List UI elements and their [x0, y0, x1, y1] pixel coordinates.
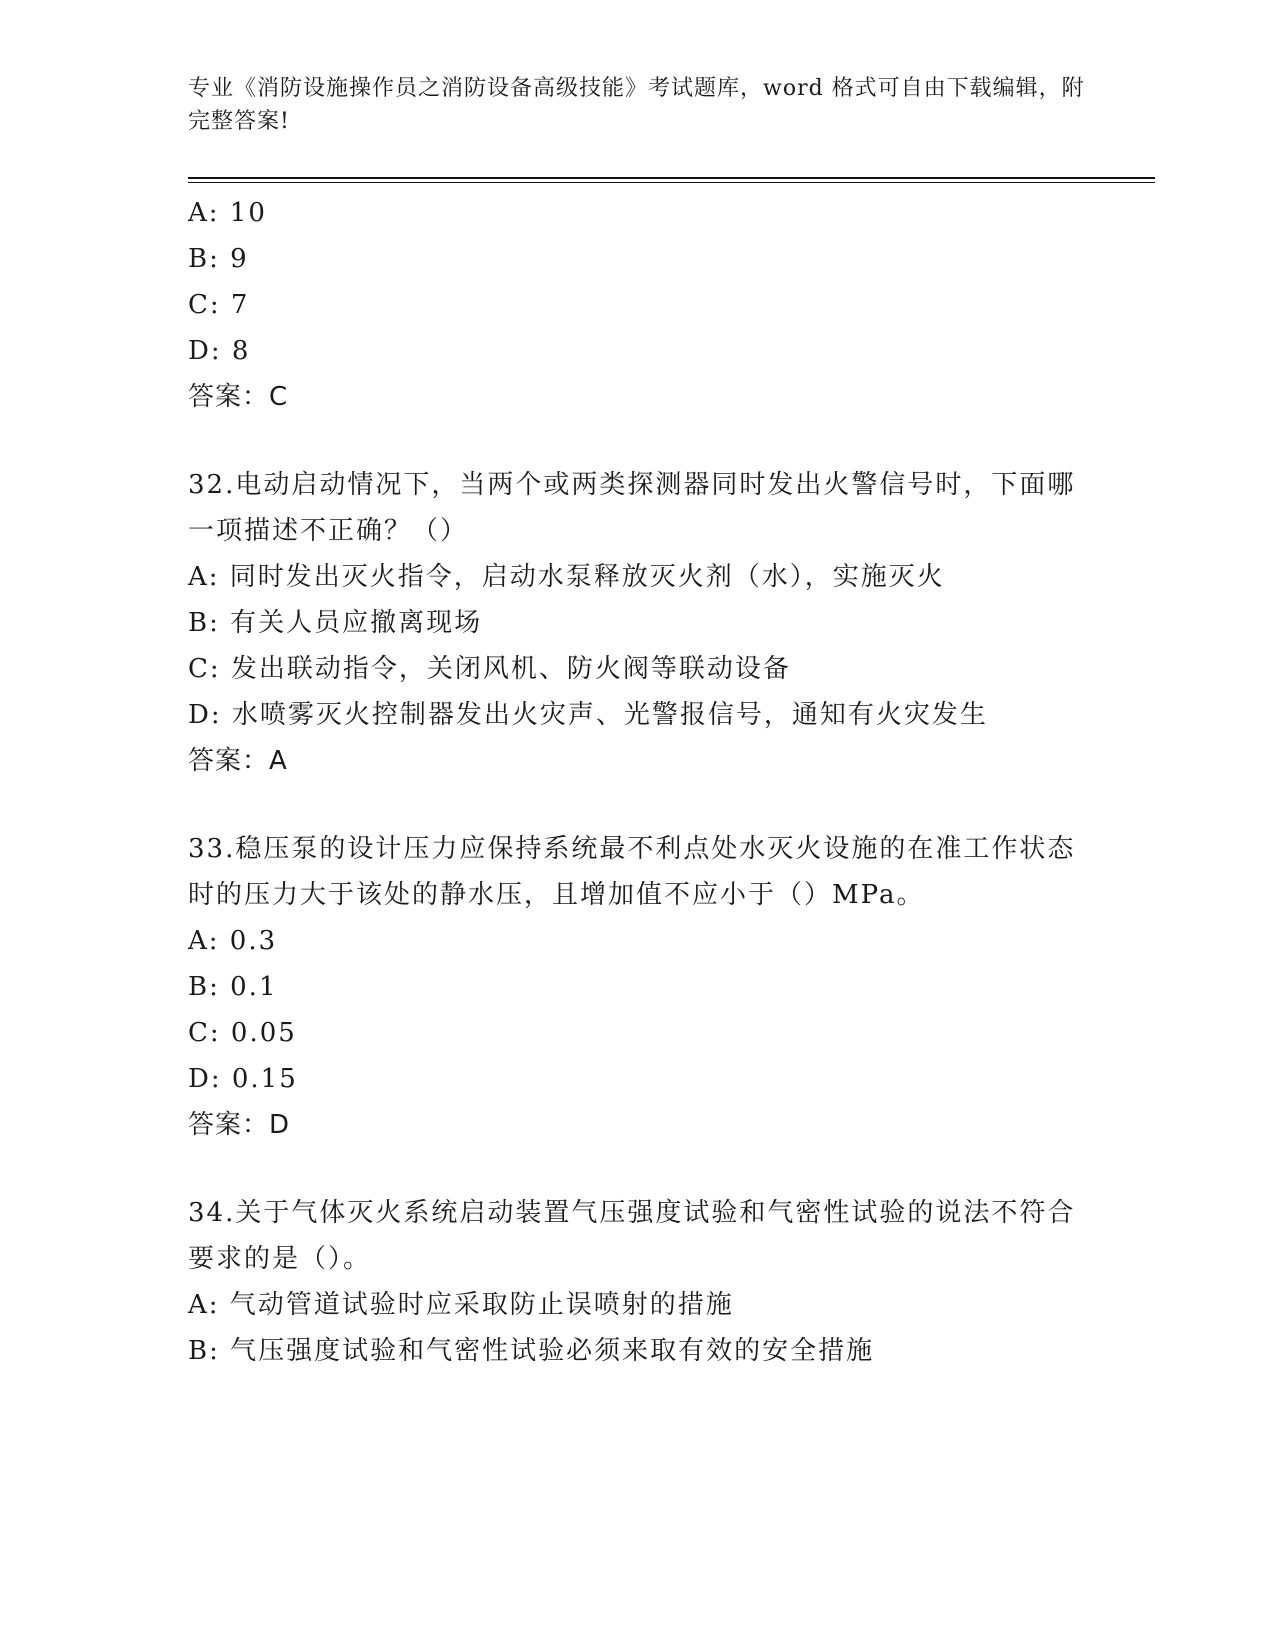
option-a: A: 同时发出灭火指令，启动水泵释放灭火剂（水），实施灭火 [188, 562, 945, 592]
answer: 答案：A [188, 746, 288, 776]
question-33 [188, 826, 1088, 1148]
answer: 答案：C [188, 382, 289, 412]
document-header: 专业《消防设施操作员之消防设备高级技能》考试题库，word 格式可自由下载编辑，附完整答案! [188, 76, 1085, 134]
option-c: C: 7 [188, 290, 250, 320]
header-divider-thin [188, 182, 1155, 183]
option-b: B: 9 [188, 244, 249, 274]
option-a: A: 0.3 [188, 926, 278, 956]
option-d: D: 8 [188, 336, 251, 366]
option-d: D: 0.15 [188, 1064, 298, 1094]
question-content [188, 190, 1088, 1374]
answer: 答案：D [188, 1110, 291, 1140]
question-31 [188, 190, 1088, 420]
header-divider-thick [188, 177, 1155, 179]
question-32 [188, 462, 1088, 784]
option-b: B: 气压强度试验和气密性试验必须来取有效的安全措施 [188, 1336, 875, 1366]
option-a: A: 10 [188, 198, 267, 228]
question-stem: 33.稳压泵的设计压力应保持系统最不利点处水灭火设施的在准工作状态时的压力大于该处的静水压，且增加值不应小于（）MPa。 [188, 834, 1076, 910]
option-b: B: 0.1 [188, 972, 278, 1002]
question-34 [188, 1190, 1088, 1374]
option-a: A: 气动管道试验时应采取防止误喷射的措施 [188, 1290, 734, 1320]
question-stem: 34.关于气体灭火系统启动装置气压强度试验和气密性试验的说法不符合要求的是（）。 [188, 1198, 1076, 1274]
option-d: D: 水喷雾灭火控制器发出火灾声、光警报信号，通知有火灾发生 [188, 700, 988, 730]
option-c: C: 发出联动指令，关闭风机、防火阀等联动设备 [188, 654, 791, 684]
option-c: C: 0.05 [188, 1018, 297, 1048]
option-b: B: 有关人员应撤离现场 [188, 608, 483, 638]
question-stem: 32.电动启动情况下，当两个或两类探测器同时发出火警信号时，下面哪一项描述不正确？（） [188, 470, 1076, 546]
